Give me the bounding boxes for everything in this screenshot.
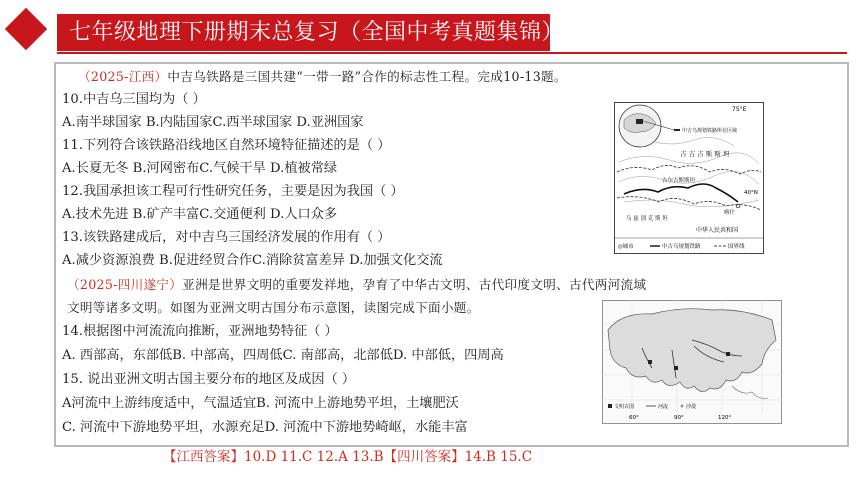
header-underline: [57, 52, 847, 54]
question-13: 13.该铁路建成后，对中吉乌三国经济发展的作用有（ ）: [62, 230, 391, 245]
page-title: 七年级地理下册期末总复习（全国中考真题集锦）: [57, 14, 550, 51]
asia-civilization-map: [602, 300, 782, 424]
question-15-options-cd: C. 河流中下游地势平坦，水源充足D. 河流中下游地势崎岖，水能丰富: [62, 420, 468, 435]
question-10: 10.中吉乌三国均为（ ）: [62, 92, 206, 107]
question-12-options: A.技术先进 B.矿产丰富C.交通便利 D.人口众多: [62, 207, 338, 222]
question-15-options-ab: A河流中上游纬度适中，气温适宜B. 河流中上游地势平坦，土壤肥沃: [62, 396, 459, 411]
question-15: 15. 说出亚洲文明古国主要分布的地区及成因（ ）: [62, 372, 356, 387]
map1-legend-railway-area: 中吉乌规划铁路所在区域: [682, 128, 738, 134]
map2-legend-civ: 文明古国: [614, 404, 635, 410]
map1-country-uz: 乌 兹 别 克 斯 坦: [626, 216, 668, 222]
map1-city-kashgar: 喀什: [724, 210, 736, 216]
section1-intro: 中吉乌铁路是三国共建“一带一路”合作的标志性工程。完成10-13题。: [167, 69, 567, 84]
section2-intro-line1: [67, 275, 646, 295]
section2-source: （2025-四川遂宁）: [67, 277, 183, 292]
map1-country-kz: 吉 吉 吉 斯 斯 坦: [680, 150, 730, 158]
map1-country-cn: 中华人民共和国: [696, 227, 739, 234]
map1-lon-label: 75°E: [732, 106, 747, 113]
section1-intro-line: [78, 67, 567, 87]
map2-lon-60: 60°: [629, 415, 639, 421]
map1-legend-city: ◎城市: [618, 244, 634, 250]
question-14-options: A. 西部高，东部低B. 中部高，四周低C. 南部高，北部低D. 中部低，四周高: [62, 348, 504, 363]
answer-key: 【江西答案】10.D 11.C 12.A 13.B【四川答案】14.B 15.C: [163, 449, 533, 465]
question-14: 14.根据图中河流流向推断，亚洲地势特征（ ）: [62, 324, 338, 339]
header-diamond-decoration: [5, 8, 47, 50]
map1-legend-border: 国界线: [728, 244, 745, 250]
map2-lon-90: 90°: [674, 415, 684, 421]
railway-map: [614, 102, 764, 254]
map2-lon-120: 120°: [718, 415, 732, 421]
map2-legend-desert: 沙漠: [686, 404, 697, 410]
question-10-options: A.南半球国家 B.内陆国家C.西半球国家 D.亚洲国家: [62, 115, 364, 130]
question-11: 11.下列符合该铁路沿线地区自然环境特征描述的是（ ）: [62, 138, 391, 153]
section2-intro-2: 文明等诸多文明。如图为亚洲文明古国分布示意图，读图完成下面小题。: [67, 300, 480, 315]
question-11-options: A.长夏无冬 B.河网密布C.气候干旱 D.植被常绿: [62, 161, 338, 176]
question-12: 12.我国承担该工程可行性研究任务，主要是因为我国（ ）: [62, 184, 404, 199]
section2-intro-1: 亚洲是世界文明的重要发祥地，孕育了中华古文明、古代印度文明、古代两河流域: [182, 277, 647, 292]
map1-lat-label: 40°N: [744, 190, 758, 196]
section1-source: （2025-江西）: [78, 69, 168, 84]
map1-country-kz2: 吉尔吉斯斯坦: [662, 178, 696, 184]
map1-legend-rail: 中吉乌规划铁路: [662, 244, 701, 250]
question-13-options: A.减少资源浪费 B.促进经贸合作C.消除贫富差异 D.加强文化交流: [62, 253, 443, 268]
map2-legend-river: 河流: [658, 404, 669, 410]
